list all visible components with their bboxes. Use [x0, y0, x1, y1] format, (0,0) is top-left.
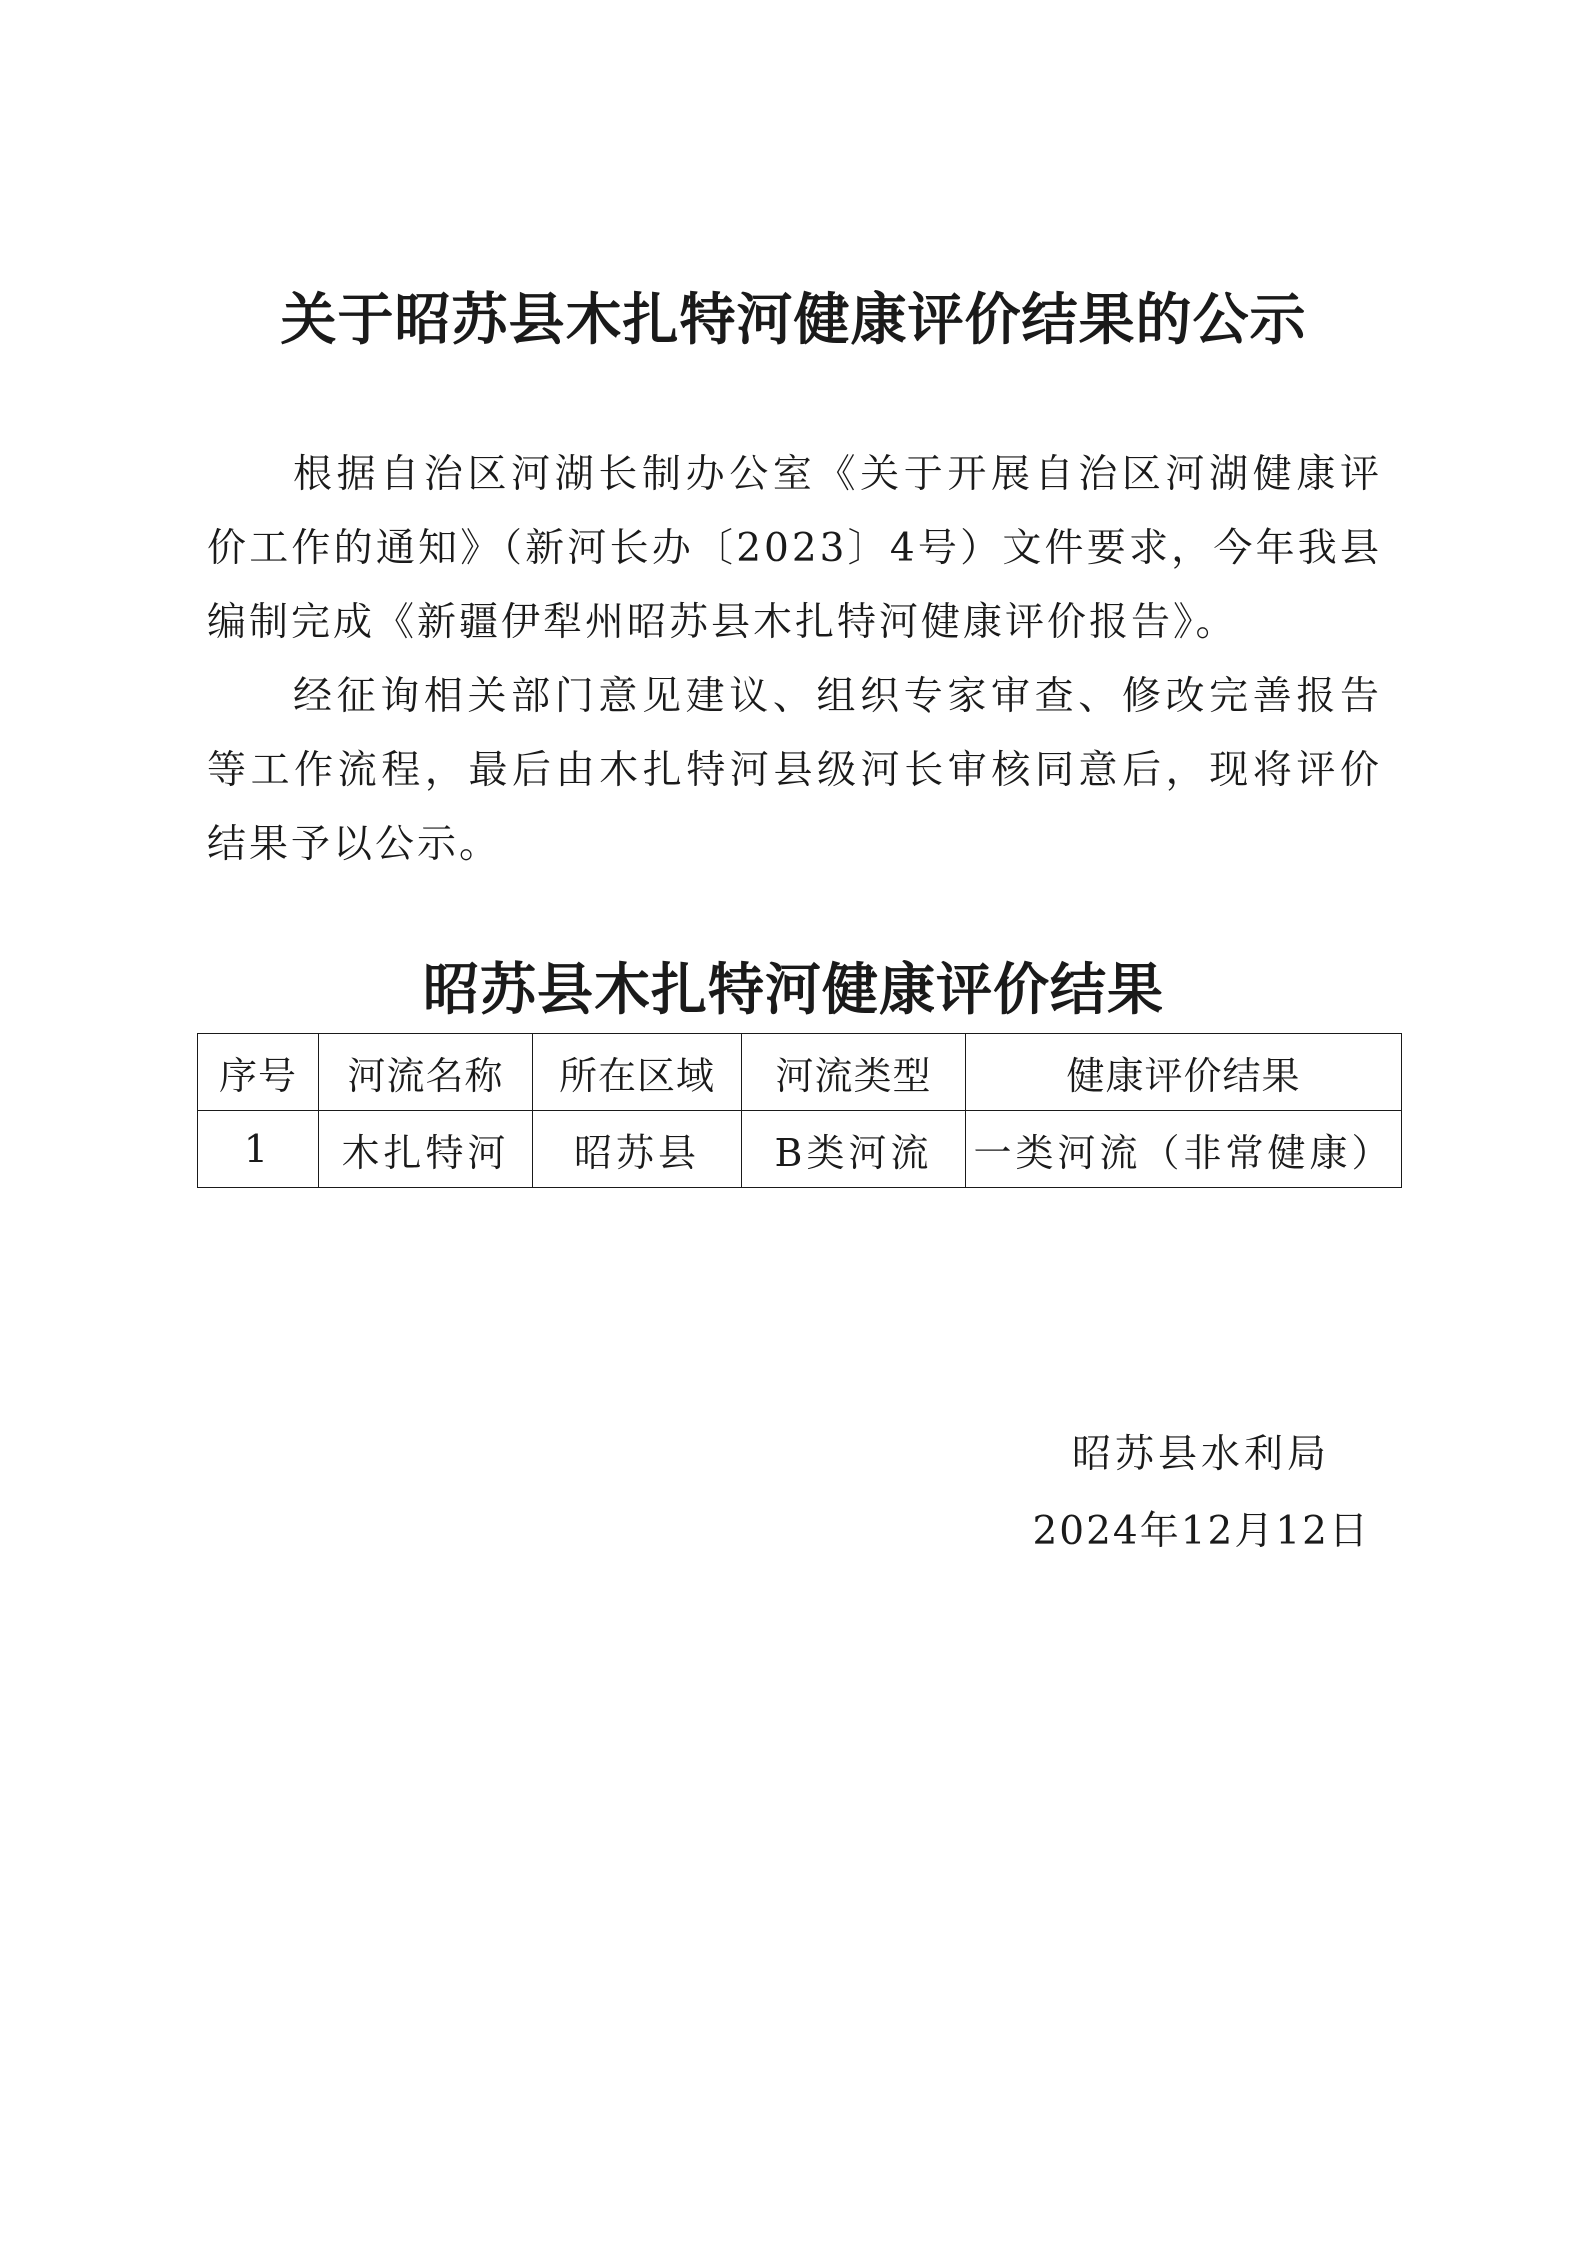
header-river-type: 河流类型	[742, 1034, 966, 1111]
body-paragraph-1: 根据自治区河湖长制办公室《关于开展自治区河湖健康评价工作的通知》（新河长办〔2023〕4号）文件要求，今年我县编制完成《新疆伊犁州昭苏县木扎特河健康评价报告》。	[207, 452, 1382, 645]
header-river-name: 河流名称	[319, 1034, 533, 1111]
header-region: 所在区域	[533, 1034, 742, 1111]
body-paragraph-2: 经征询相关部门意见建议、组织专家审查、修改完善报告等工作流程，最后由木扎特河县级河长审核同意后，现将评价结果予以公示。	[207, 674, 1382, 867]
document-title: 关于昭苏县木扎特河健康评价结果的公示	[280, 287, 1307, 353]
evaluation-result-table	[197, 1033, 1402, 1188]
cell-health-result: 一类河流（非常健康）	[966, 1111, 1402, 1188]
table-header-row	[198, 1034, 1402, 1111]
issue-date: 2024年12月12日	[1032, 1509, 1370, 1554]
header-serial-number: 序号	[198, 1034, 319, 1111]
issuing-organization: 昭苏县水利局	[1071, 1432, 1330, 1477]
header-health-result: 健康评价结果	[966, 1034, 1402, 1111]
table-title: 昭苏县木扎特河健康评价结果	[423, 957, 1164, 1023]
cell-region: 昭苏县	[533, 1111, 742, 1188]
cell-river-name: 木扎特河	[319, 1111, 533, 1188]
cell-serial-number: 1	[198, 1111, 319, 1188]
table-row	[198, 1111, 1402, 1188]
cell-river-type: B类河流	[742, 1111, 966, 1188]
